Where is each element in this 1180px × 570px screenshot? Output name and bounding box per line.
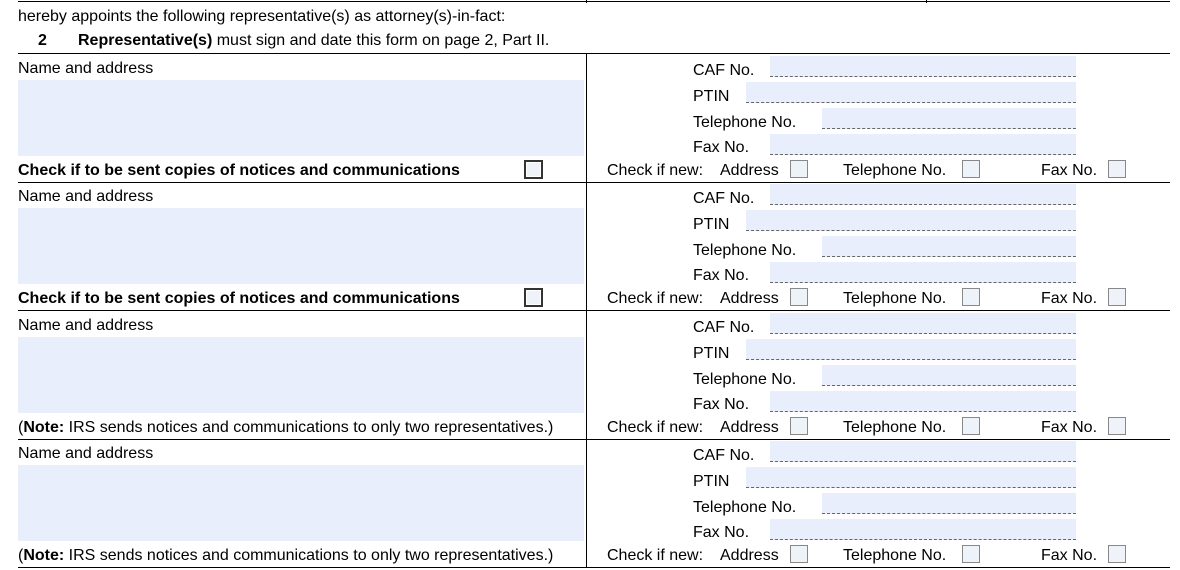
caf-field[interactable] [770, 184, 1076, 205]
caf-field[interactable] [770, 313, 1076, 334]
ptin-label: PTIN [693, 345, 730, 362]
block-rule [18, 567, 1170, 568]
representative-block [0, 54, 1180, 182]
new-fax-checkbox[interactable] [1108, 545, 1126, 563]
top-rule-tick [586, 0, 587, 3]
new-telephone-checkbox[interactable] [962, 288, 980, 306]
new-fax-label: Fax No. [1041, 162, 1098, 179]
new-telephone-label: Telephone No. [843, 290, 947, 307]
ptin-field[interactable] [746, 467, 1076, 488]
caf-field[interactable] [770, 441, 1076, 462]
new-telephone-checkbox[interactable] [962, 545, 980, 563]
ptin-field[interactable] [746, 82, 1076, 103]
fax-field[interactable] [770, 519, 1076, 540]
new-telephone-label: Telephone No. [843, 419, 947, 436]
new-fax-checkbox[interactable] [1108, 288, 1126, 306]
new-telephone-checkbox[interactable] [962, 160, 980, 178]
fax-label: Fax No. [693, 524, 750, 541]
representative-block [0, 439, 1180, 567]
new-address-checkbox[interactable] [790, 160, 808, 178]
new-address-label: Address [720, 290, 779, 307]
telephone-label: Telephone No. [693, 242, 797, 259]
new-address-checkbox[interactable] [790, 545, 808, 563]
representative-block [0, 311, 1180, 439]
telephone-field[interactable] [822, 236, 1076, 257]
name-address-field[interactable] [18, 337, 584, 413]
telephone-field[interactable] [822, 108, 1076, 129]
column-divider [586, 311, 587, 439]
ptin-label: PTIN [693, 473, 730, 490]
new-fax-label: Fax No. [1041, 547, 1098, 564]
representative-block [0, 182, 1180, 310]
line-number: 2 [38, 32, 47, 49]
caf-label: CAF No. [693, 190, 755, 207]
new-address-label: Address [720, 419, 779, 436]
appointment-intro: hereby appoints the following representative(s) as attorney(s)-in-fact: [18, 8, 506, 25]
check-new-label: Check if new: [607, 419, 704, 436]
send-copies-checkbox[interactable] [524, 288, 543, 307]
column-divider [586, 439, 587, 567]
name-address-label: Name and address [18, 317, 154, 334]
new-address-label: Address [720, 547, 779, 564]
new-fax-checkbox[interactable] [1108, 160, 1126, 178]
ptin-label: PTIN [693, 88, 730, 105]
name-address-label: Name and address [18, 188, 154, 205]
telephone-field[interactable] [822, 493, 1076, 514]
new-fax-label: Fax No. [1041, 290, 1098, 307]
copies-label: Check if to be sent copies of notices and communications [18, 162, 460, 179]
caf-label: CAF No. [693, 319, 755, 336]
fax-label: Fax No. [693, 396, 750, 413]
name-address-field[interactable] [18, 465, 584, 541]
ptin-field[interactable] [746, 210, 1076, 231]
new-telephone-label: Telephone No. [843, 162, 947, 179]
note-open-paren: ( [18, 419, 24, 436]
line-2-header [38, 32, 549, 50]
new-telephone-label: Telephone No. [843, 547, 947, 564]
telephone-label: Telephone No. [693, 499, 797, 516]
note-open-paren: ( [18, 547, 24, 564]
caf-label: CAF No. [693, 62, 755, 79]
name-address-label: Name and address [18, 445, 154, 462]
new-address-checkbox[interactable] [790, 288, 808, 306]
new-address-label: Address [720, 162, 779, 179]
column-divider [586, 182, 587, 310]
note-text: IRS sends notices and communications to only two representatives.) [64, 547, 554, 564]
check-new-label: Check if new: [607, 290, 704, 307]
fax-label: Fax No. [693, 267, 750, 284]
line-2-text: must sign and date this form on page 2, Part II. [212, 32, 550, 49]
name-address-field[interactable] [18, 208, 584, 284]
ptin-field[interactable] [746, 339, 1076, 360]
ptin-label: PTIN [693, 216, 730, 233]
fax-field[interactable] [770, 134, 1076, 155]
note-text: IRS sends notices and communications to only two representatives.) [64, 419, 554, 436]
representatives-note [18, 547, 553, 565]
telephone-field[interactable] [822, 365, 1076, 386]
new-fax-label: Fax No. [1041, 419, 1098, 436]
new-telephone-checkbox[interactable] [962, 417, 980, 435]
fax-field[interactable] [770, 262, 1076, 283]
new-fax-checkbox[interactable] [1108, 417, 1126, 435]
note-bold-label: Note: [23, 419, 65, 436]
check-new-label: Check if new: [607, 547, 704, 564]
check-new-label: Check if new: [607, 162, 704, 179]
send-copies-checkbox[interactable] [524, 160, 543, 179]
column-divider [586, 54, 587, 182]
caf-field[interactable] [770, 56, 1076, 77]
note-bold-label: Note: [23, 547, 65, 564]
caf-label: CAF No. [693, 447, 755, 464]
top-rule [18, 1, 1170, 2]
top-rule-tick [926, 0, 927, 3]
name-address-label: Name and address [18, 60, 154, 77]
fax-field[interactable] [770, 391, 1076, 412]
telephone-label: Telephone No. [693, 114, 797, 131]
new-address-checkbox[interactable] [790, 417, 808, 435]
representatives-note [18, 419, 553, 437]
telephone-label: Telephone No. [693, 371, 797, 388]
fax-label: Fax No. [693, 139, 750, 156]
line-2-bold: Representative(s) [78, 32, 213, 49]
name-address-field[interactable] [18, 80, 584, 156]
copies-label: Check if to be sent copies of notices and communications [18, 290, 460, 307]
